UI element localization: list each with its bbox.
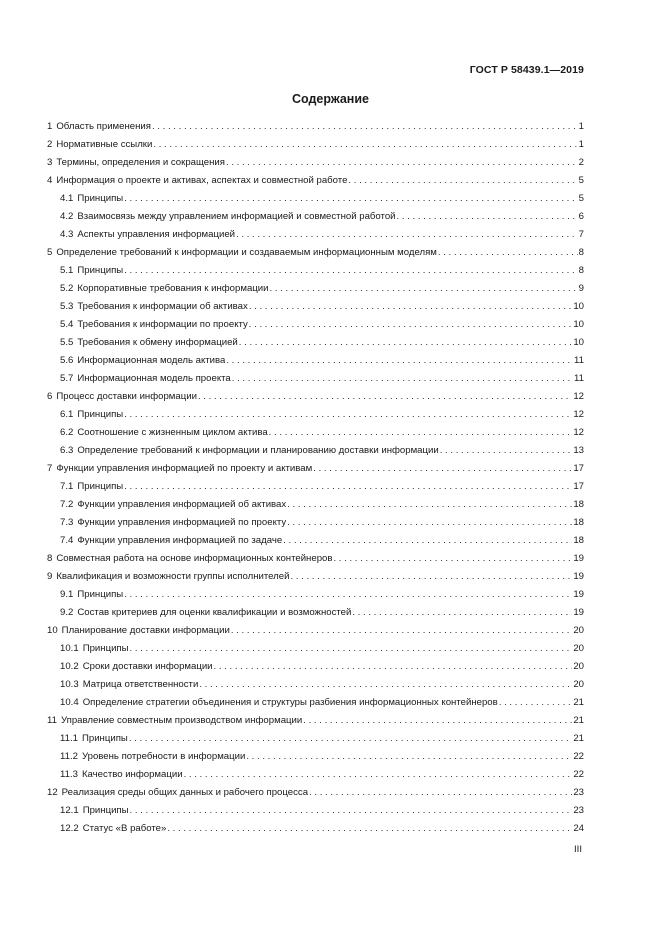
toc-entry-label: Требования к информации по проекту — [77, 319, 248, 330]
toc-entry-label: Информационная модель проекта — [77, 373, 231, 384]
toc-entry-title — [60, 478, 123, 496]
toc-entry-page: 18 — [573, 517, 584, 528]
toc-entry-title — [60, 280, 269, 298]
dot-leader — [499, 694, 573, 712]
toc-entry-title — [60, 604, 351, 622]
dot-leader — [226, 154, 578, 172]
toc-entry-title — [60, 298, 248, 316]
toc-entry[interactable] — [47, 262, 584, 280]
toc-entry-number: 5.1 — [60, 265, 74, 276]
dot-leader — [199, 676, 572, 694]
toc-entry-page: 12 — [573, 427, 584, 438]
toc-entry-number: 8 — [47, 553, 53, 564]
toc-entry-title — [60, 316, 248, 334]
toc-entry-title — [60, 820, 166, 838]
toc-entry-number: 9.2 — [60, 607, 74, 618]
dot-leader — [269, 424, 573, 442]
dot-leader — [167, 820, 572, 838]
toc-entry-page: 17 — [573, 481, 584, 492]
toc-entry[interactable] — [47, 190, 584, 208]
toc-entry-page: 2 — [578, 157, 584, 168]
toc-entry[interactable] — [47, 604, 584, 622]
toc-entry-number: 7.3 — [60, 517, 74, 528]
toc-entry-page: 11 — [574, 355, 584, 366]
dot-leader — [124, 190, 577, 208]
toc-entry-title — [60, 766, 183, 784]
toc-entry-label: Аспекты управления информацией — [77, 229, 236, 240]
toc-entry-title — [60, 532, 282, 550]
toc-entry-page: 23 — [573, 805, 584, 816]
dot-leader — [246, 748, 572, 766]
toc-entry-label: Определение стратегии объединения и структуры разбиения информационных контейнеров — [82, 697, 498, 708]
toc-entry[interactable] — [47, 676, 584, 694]
dot-leader — [236, 226, 578, 244]
toc-entry[interactable] — [47, 694, 584, 712]
dot-leader — [129, 730, 573, 748]
dot-leader — [352, 604, 572, 622]
toc-entry-page: 20 — [573, 643, 584, 654]
toc-entry-title — [60, 208, 396, 226]
toc-entry-label: Квалификация и возможности группы исполнителей — [56, 571, 290, 582]
toc-entry-number: 10.4 — [60, 697, 79, 708]
toc-entry[interactable] — [47, 334, 584, 352]
toc-entry-number: 5 — [47, 247, 53, 258]
toc-entry-number: 7.1 — [60, 481, 74, 492]
toc-entry-label: Принципы — [77, 589, 124, 600]
toc-entry-title — [47, 172, 347, 190]
toc-entry-title — [47, 460, 312, 478]
toc-entry-label: Требования к информации об активах — [77, 301, 248, 312]
toc-entry-label: Матрица ответственности — [82, 679, 199, 690]
dot-leader — [249, 298, 573, 316]
toc-entry[interactable] — [47, 712, 584, 730]
toc-entry-page: 21 — [573, 733, 584, 744]
toc-entry[interactable] — [47, 568, 584, 586]
toc-entry-label: Корпоративные требования к информации — [77, 283, 269, 294]
toc-entry-title — [60, 640, 129, 658]
toc-entry-label: Область применения — [56, 121, 151, 132]
toc-entry-page: 11 — [574, 373, 584, 384]
toc-entry-number: 10.3 — [60, 679, 79, 690]
toc-entry-label: Взаимосвязь между управлением информацией и совместной работой — [77, 211, 396, 222]
dot-leader — [124, 586, 572, 604]
dot-leader — [313, 460, 572, 478]
toc-entry-title — [60, 442, 439, 460]
dot-leader — [232, 370, 573, 388]
toc-entry[interactable] — [47, 136, 584, 154]
toc-entry[interactable] — [47, 442, 584, 460]
toc-entry-number: 4 — [47, 175, 53, 186]
toc-entry-label: Планирование доставки информации — [61, 625, 230, 636]
toc-entry-page: 13 — [573, 445, 584, 456]
toc-entry-label: Принципы — [77, 265, 124, 276]
dot-leader — [239, 334, 573, 352]
toc-entry[interactable] — [47, 280, 584, 298]
toc-entry-page: 10 — [573, 337, 584, 348]
toc-entry-label: Реализация среды общих данных и рабочего процесса — [61, 787, 309, 798]
toc-entry-title — [60, 370, 231, 388]
toc-entry-page: 1 — [578, 139, 584, 150]
toc-entry-title — [60, 496, 286, 514]
toc-entry-label: Функции управления информацией по проекту — [77, 517, 287, 528]
toc-entry-label: Процесс доставки информации — [56, 391, 197, 402]
toc-entry-title — [60, 514, 286, 532]
toc-entry-number: 5.6 — [60, 355, 74, 366]
toc-entry[interactable] — [47, 208, 584, 226]
toc-entry-page: 8 — [578, 247, 584, 258]
toc-entry-page: 6 — [578, 211, 584, 222]
dot-leader — [214, 658, 573, 676]
dot-leader — [124, 478, 572, 496]
toc-entry-title — [60, 262, 123, 280]
toc-entry-label: Статус «В работе» — [82, 823, 167, 834]
toc-entry-title — [60, 334, 238, 352]
toc-entry-number: 10.2 — [60, 661, 79, 672]
dot-leader — [440, 442, 573, 460]
toc-entry-label: Термины, определения и сокращения — [56, 157, 225, 168]
toc-entry-number: 4.2 — [60, 211, 74, 222]
toc-entry-label: Соотношение с жизненным циклом актива — [77, 427, 268, 438]
toc-entry-title — [60, 586, 123, 604]
dot-leader — [309, 784, 572, 802]
toc-entry-number: 11.1 — [60, 733, 78, 744]
toc-entry-page: 1 — [578, 121, 584, 132]
toc-entry[interactable] — [47, 532, 584, 550]
dot-leader — [283, 532, 572, 550]
toc-entry-label: Определение требований к информации и создаваемым информационным моделям — [56, 247, 437, 258]
toc-entry-number: 1 — [47, 121, 53, 132]
toc-entry-label: Принципы — [81, 733, 128, 744]
toc-entry-page: 23 — [573, 787, 584, 798]
toc-entry-page: 9 — [578, 283, 584, 294]
toc-entry-page: 19 — [573, 589, 584, 600]
toc-entry-number: 5.7 — [60, 373, 74, 384]
toc-entry-number: 11.2 — [60, 751, 78, 762]
toc-entry-title — [47, 244, 437, 262]
toc-entry-page: 19 — [573, 553, 584, 564]
toc-entry-title — [60, 676, 198, 694]
toc-entry-label: Принципы — [77, 409, 124, 420]
toc-entry-title — [47, 712, 302, 730]
toc-entry-page: 5 — [578, 175, 584, 186]
toc-entry-label: Информационная модель актива — [77, 355, 226, 366]
toc-entry[interactable] — [47, 370, 584, 388]
toc-entry-number: 7.4 — [60, 535, 74, 546]
toc-entry-label: Функции управления информацией об активах — [77, 499, 287, 510]
toc-entry-title — [47, 568, 289, 586]
toc-entry-page: 18 — [573, 535, 584, 546]
toc-entry[interactable] — [47, 406, 584, 424]
dot-leader — [287, 496, 572, 514]
toc-entry-page: 20 — [573, 625, 584, 636]
dot-leader — [270, 280, 578, 298]
toc-entry-title — [47, 550, 332, 568]
dot-leader — [348, 172, 577, 190]
toc-entry-label: Информация о проекте и активах, аспектах и совместной работе — [56, 175, 348, 186]
toc-entry-label: Сроки доставки информации — [82, 661, 213, 672]
toc-entry[interactable] — [47, 298, 584, 316]
toc-entry[interactable] — [47, 226, 584, 244]
toc-entry-label: Принципы — [82, 805, 129, 816]
toc-entry-number: 2 — [47, 139, 53, 150]
toc-entry-number: 6 — [47, 391, 53, 402]
toc-entry-label: Совместная работа на основе информационных контейнеров — [56, 553, 333, 564]
toc-entry-label: Функции управления информацией по задаче — [77, 535, 283, 546]
toc-entry-page: 12 — [573, 391, 584, 402]
dot-leader — [152, 118, 578, 136]
toc-entry[interactable] — [47, 622, 584, 640]
toc-entry-number: 5.5 — [60, 337, 74, 348]
toc-entry[interactable] — [47, 244, 584, 262]
dot-leader — [397, 208, 578, 226]
toc-entry-title — [47, 154, 225, 172]
toc-entry-number: 9.1 — [60, 589, 74, 600]
toc-entry[interactable] — [47, 550, 584, 568]
toc-entry-title — [47, 784, 308, 802]
toc-entry[interactable] — [47, 172, 584, 190]
toc-entry-label: Функции управления информацией по проекту и активам — [56, 463, 313, 474]
table-of-contents — [47, 118, 584, 838]
toc-entry[interactable] — [47, 658, 584, 676]
dot-leader — [153, 136, 577, 154]
toc-entry-number: 12.2 — [60, 823, 79, 834]
toc-entry-title — [60, 226, 235, 244]
dot-leader — [124, 262, 577, 280]
toc-entry-title — [60, 694, 498, 712]
toc-entry-title — [60, 748, 245, 766]
toc-entry[interactable] — [47, 154, 584, 172]
toc-entry-number: 10 — [47, 625, 58, 636]
dot-leader — [130, 640, 573, 658]
toc-title: Содержание — [291, 92, 369, 106]
toc-entry-label: Требования к обмену информацией — [77, 337, 238, 348]
toc-entry-page: 12 — [573, 409, 584, 420]
dot-leader — [438, 244, 578, 262]
toc-entry-title — [47, 622, 230, 640]
toc-entry-label: Принципы — [77, 481, 124, 492]
toc-entry-page: 19 — [573, 571, 584, 582]
page-number: III — [574, 844, 582, 855]
toc-entry-title — [60, 190, 123, 208]
toc-entry-title — [60, 352, 225, 370]
toc-entry-label: Принципы — [82, 643, 129, 654]
toc-entry[interactable] — [47, 586, 584, 604]
toc-entry-title — [47, 388, 197, 406]
toc-entry[interactable] — [47, 784, 584, 802]
toc-entry[interactable] — [47, 640, 584, 658]
toc-entry-number: 6.1 — [60, 409, 74, 420]
toc-entry[interactable] — [47, 766, 584, 784]
toc-entry-number: 4.1 — [60, 193, 74, 204]
dot-leader — [333, 550, 572, 568]
toc-entry-number: 6.2 — [60, 427, 74, 438]
toc-entry-number: 11.3 — [60, 769, 78, 780]
toc-entry-title — [60, 730, 128, 748]
toc-entry-page: 18 — [573, 499, 584, 510]
toc-entry-label: Состав критериев для оценки квалификации и возможностей — [77, 607, 352, 618]
dot-leader — [184, 766, 573, 784]
toc-entry[interactable] — [47, 496, 584, 514]
dot-leader — [226, 352, 573, 370]
dot-leader — [198, 388, 572, 406]
toc-entry[interactable] — [47, 460, 584, 478]
toc-entry-page: 17 — [573, 463, 584, 474]
toc-entry-number: 5.3 — [60, 301, 74, 312]
toc-entry-number: 5.2 — [60, 283, 74, 294]
toc-entry-number: 9 — [47, 571, 53, 582]
toc-entry[interactable] — [47, 514, 584, 532]
toc-entry-page: 20 — [573, 679, 584, 690]
toc-entry[interactable] — [47, 388, 584, 406]
toc-entry-page: 21 — [573, 715, 584, 726]
toc-entry-number: 7 — [47, 463, 53, 474]
document-code: ГОСТ Р 58439.1—2019 — [469, 64, 584, 76]
dot-leader — [249, 316, 573, 334]
toc-entry[interactable] — [47, 118, 584, 136]
toc-entry-number: 10.1 — [60, 643, 79, 654]
toc-entry-number: 3 — [47, 157, 53, 168]
toc-entry-number: 5.4 — [60, 319, 74, 330]
toc-entry[interactable] — [47, 478, 584, 496]
toc-entry-page: 20 — [573, 661, 584, 672]
toc-entry-page: 22 — [573, 769, 584, 780]
toc-entry-number: 12 — [47, 787, 58, 798]
toc-entry-page: 10 — [573, 301, 584, 312]
toc-entry-number: 12.1 — [60, 805, 79, 816]
dot-leader — [303, 712, 572, 730]
toc-entry-number: 4.3 — [60, 229, 74, 240]
toc-entry-label: Качество информации — [81, 769, 183, 780]
toc-entry[interactable] — [47, 820, 584, 838]
toc-entry[interactable] — [47, 352, 584, 370]
toc-entry-number: 6.3 — [60, 445, 74, 456]
toc-entry-title — [60, 406, 123, 424]
toc-entry-number: 11 — [47, 715, 57, 726]
toc-entry[interactable] — [47, 802, 584, 820]
toc-entry-page: 10 — [573, 319, 584, 330]
dot-leader — [124, 406, 572, 424]
toc-entry[interactable] — [47, 748, 584, 766]
toc-entry-title — [47, 136, 152, 154]
toc-entry-page: 22 — [573, 751, 584, 762]
toc-entry-page: 5 — [578, 193, 584, 204]
dot-leader — [130, 802, 573, 820]
toc-entry-title — [60, 424, 268, 442]
dot-leader — [287, 514, 572, 532]
toc-entry-page: 21 — [573, 697, 584, 708]
toc-entry[interactable] — [47, 730, 584, 748]
toc-entry-label: Уровень потребности в информации — [81, 751, 246, 762]
toc-entry-number: 7.2 — [60, 499, 74, 510]
toc-entry-page: 24 — [573, 823, 584, 834]
toc-entry-title — [60, 802, 129, 820]
toc-entry-title — [60, 658, 213, 676]
toc-entry-label: Управление совместным производством информации — [60, 715, 303, 726]
dot-leader — [231, 622, 572, 640]
dot-leader — [290, 568, 572, 586]
toc-entry-label: Нормативные ссылки — [56, 139, 153, 150]
toc-entry[interactable] — [47, 316, 584, 334]
toc-entry-title — [47, 118, 151, 136]
toc-entry-label: Принципы — [77, 193, 124, 204]
toc-entry[interactable] — [47, 424, 584, 442]
toc-entry-page: 8 — [578, 265, 584, 276]
toc-entry-page: 19 — [573, 607, 584, 618]
toc-entry-page: 7 — [578, 229, 584, 240]
toc-entry-label: Определение требований к информации и планированию доставки информации — [77, 445, 439, 456]
